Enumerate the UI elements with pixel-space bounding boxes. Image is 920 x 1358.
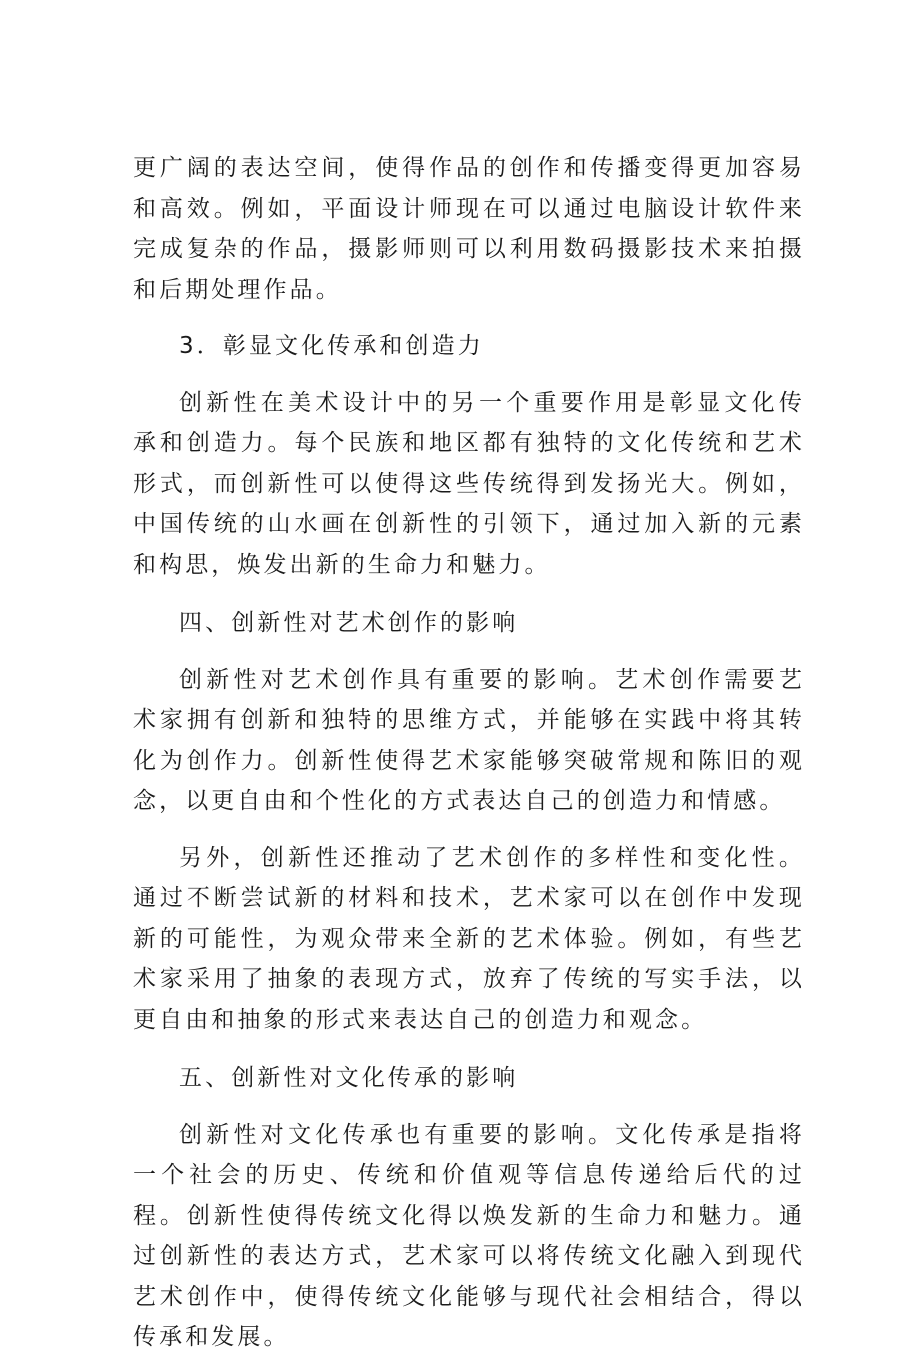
paragraph-cultural-heritage: 创新性在美术设计中的另一个重要作用是彰显文化传承和创造力。每个民族和地区都有独特的文化传统和艺术形式，而创新性可以使得这些传统得到发扬光大。例如，中国传统的山水画在创新性的引领下，通过加入新的元素和构思，焕发出新的生命力和魅力。 [133, 389, 805, 578]
paragraph-cultural-inheritance: 创新性对文化传承也有重要的影响。文化传承是指将一个社会的历史、传统和价值观等信息传递给后代的过程。创新性使得传统文化得以焕发新的生命力和魅力。通过创新性的表达方式，艺术家可以将传统文化融入到现代艺术创作中，使得传统文化能够与现代社会相结合，得以传承和发展。 [133, 1121, 805, 1350]
section-heading-5: 五、创新性对文化传承的影响 [179, 1065, 519, 1091]
subheading-3-cultural-heritage: 3．彰显文化传承和创造力 [179, 333, 484, 359]
document-body [133, 148, 805, 1358]
paragraph-art-creation-2: 另外，创新性还推动了艺术创作的多样性和变化性。通过不断尝试新的材料和技术，艺术家可以在创作中发现新的可能性，为观众带来全新的艺术体验。例如，有些艺术家采用了抽象的表现方式，放弃了传统的写实手法，以更自由和抽象的形式来表达自己的创造力和观念。 [133, 844, 805, 1033]
paragraph-continued: 更广阔的表达空间，使得作品的创作和传播变得更加容易和高效。例如，平面设计师现在可以通过电脑设计软件来完成复杂的作品，摄影师则可以利用数码摄影技术来拍摄和后期处理作品。 [133, 155, 805, 303]
section-heading-4: 四、创新性对艺术创作的影响 [179, 610, 519, 636]
paragraph-art-creation-1: 创新性对艺术创作具有重要的影响。艺术创作需要艺术家拥有创新和独特的思维方式，并能够在实践中将其转化为创作力。创新性使得艺术家能够突破常规和陈旧的观念，以更自由和个性化的方式表达自己的创造力和情感。 [133, 666, 805, 814]
